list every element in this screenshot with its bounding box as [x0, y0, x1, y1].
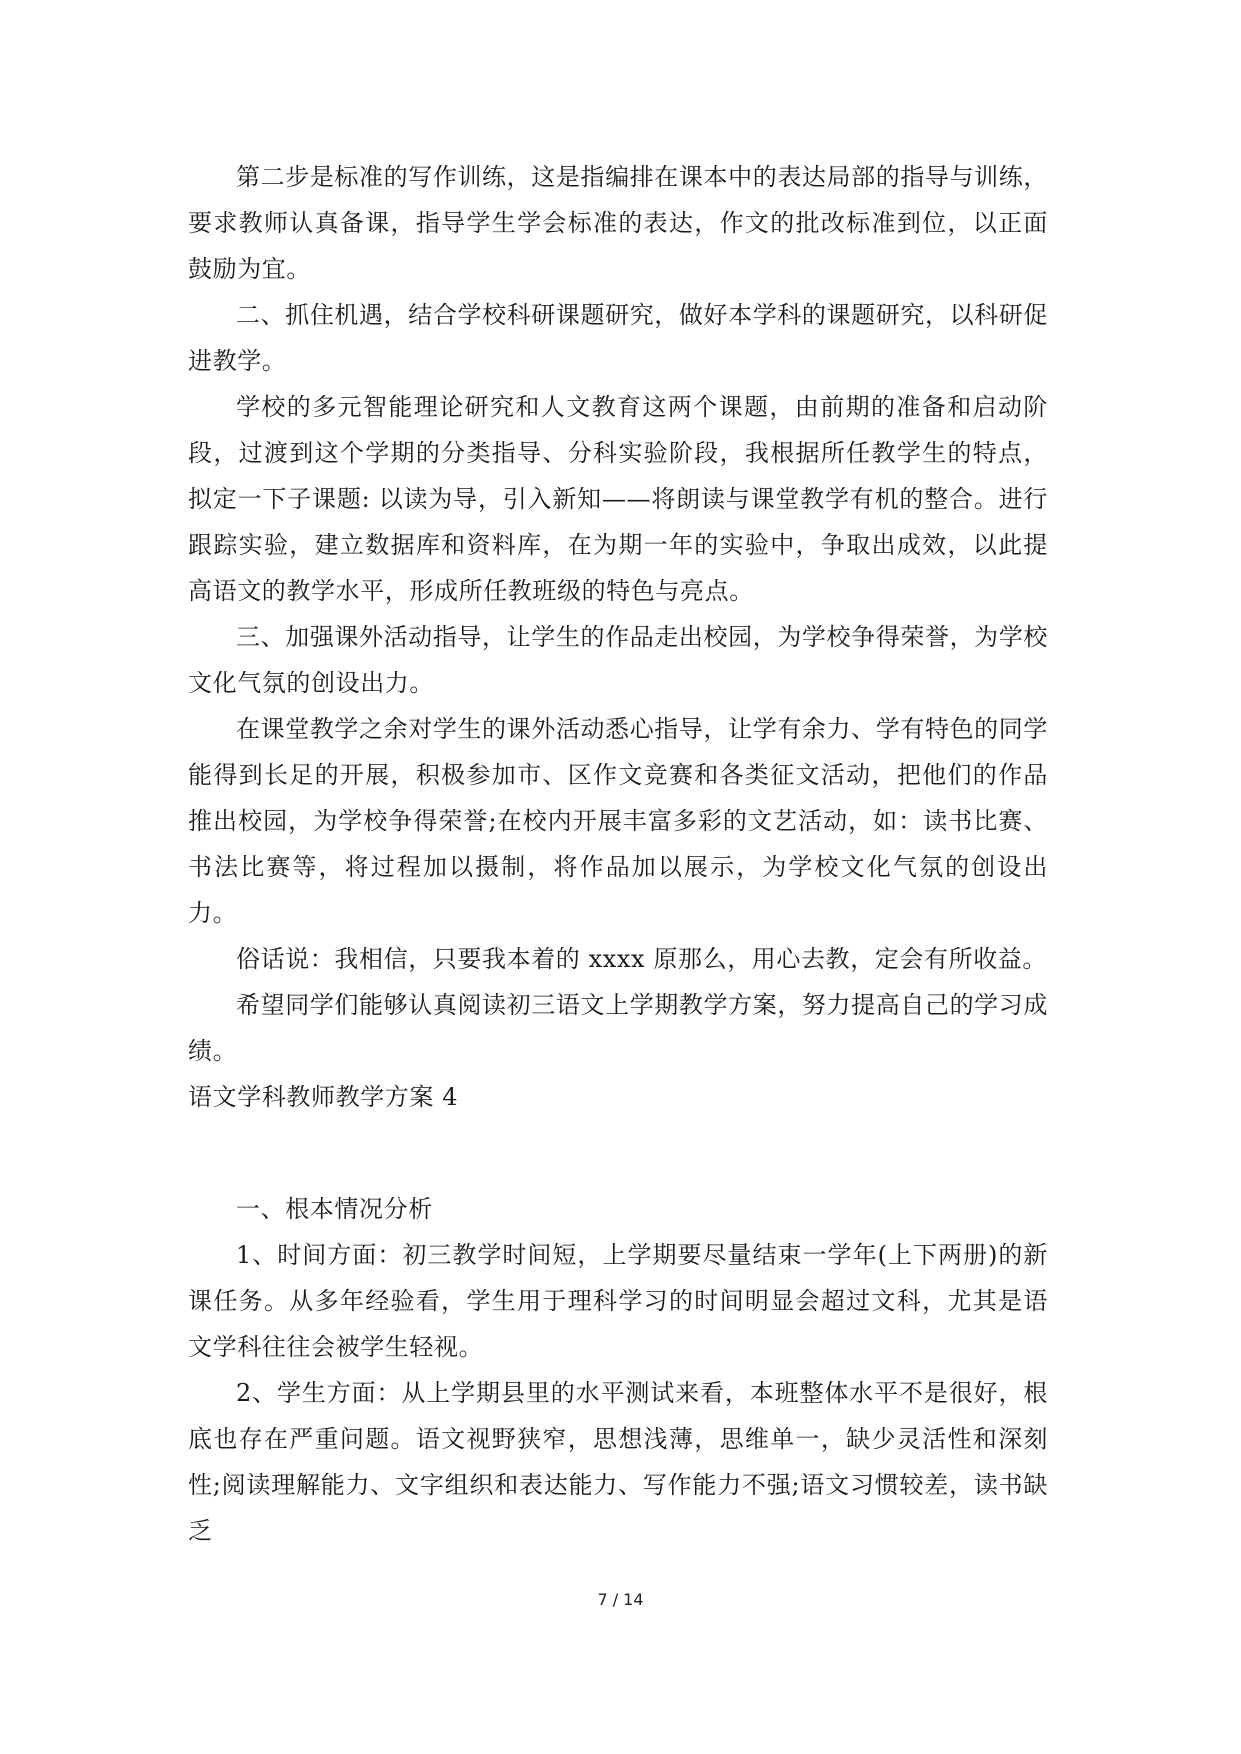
paragraph-activities-heading: 三、加强课外活动指导，让学生的作品走出校园，为学校争得荣誉，为学校文化气氛的创设出力。: [188, 623, 1048, 697]
paragraph-activities-detail: 在课堂教学之余对学生的课外活动悉心指导，让学有余力、学有特色的同学能得到长足的开展，积极参加市、区作文竞赛和各类征文活动，把他们的作品推出校园，为学校争得荣誉;在校内开展丰富多彩的文艺活动，如：读书比赛、书法比赛等，将过程加以摄制，将作品加以展示，为学校文化气氛的创设出力。: [188, 715, 1048, 927]
paragraph-student-aspect: 2、学生方面：从上学期县里的水平测试来看，本班整体水平不是很好，根底也存在严重问题。语文视野狭窄，思想浅薄，思维单一，缺少灵活性和深刻性;阅读理解能力、文字组织和表达能力、写作能力不强;语文习惯较差，读书缺乏: [188, 1379, 1048, 1545]
paragraph-saying: 俗话说：我相信，只要我本着的 xxxx 原那么，用心去教，定会有所收益。: [236, 945, 1047, 973]
paragraph-research-heading: 二、抓住机遇，结合学校科研课题研究，做好本学科的课题研究，以科研促进教学。: [188, 301, 1048, 375]
page-number: 7 / 14: [597, 1590, 644, 1609]
paragraph-research-detail: 学校的多元智能理论研究和人文教育这两个课题，由前期的准备和启动阶段，过渡到这个学期的分类指导、分科实验阶段，我根据所任教学生的特点，拟定一下子课题: 以读为导，引入新知——将朗读与课堂教学有机的整合。进行跟踪实验，建立数据库和资料库，在为期一年的实验中，争取出成效，以此提高语文的教学水平，形成所任教班级的特色与亮点。: [188, 393, 1048, 605]
paragraph-hope: 希望同学们能够认真阅读初三语文上学期教学方案，努力提高自己的学习成绩。: [188, 991, 1048, 1065]
paragraph-basic-analysis-heading: 一、根本情况分析: [236, 1195, 433, 1223]
document-body: [188, 154, 1048, 1554]
section-spacer: [188, 1120, 1048, 1186]
paragraph-writing-training: 第二步是标准的写作训练，这是指编排在课本中的表达局部的指导与训练，要求教师认真备课，指导学生学会标准的表达，作文的批改标准到位，以正面鼓励为宜。: [188, 163, 1048, 283]
section-title: 语文学科教师教学方案 4: [188, 1083, 459, 1111]
paragraph-time-aspect: 1、时间方面：初三教学时间短，上学期要尽量结束一学年(上下两册)的新课任务。从多年经验看，学生用于理科学习的时间明显会超过文科，尤其是语文学科往往会被学生轻视。: [188, 1241, 1048, 1361]
